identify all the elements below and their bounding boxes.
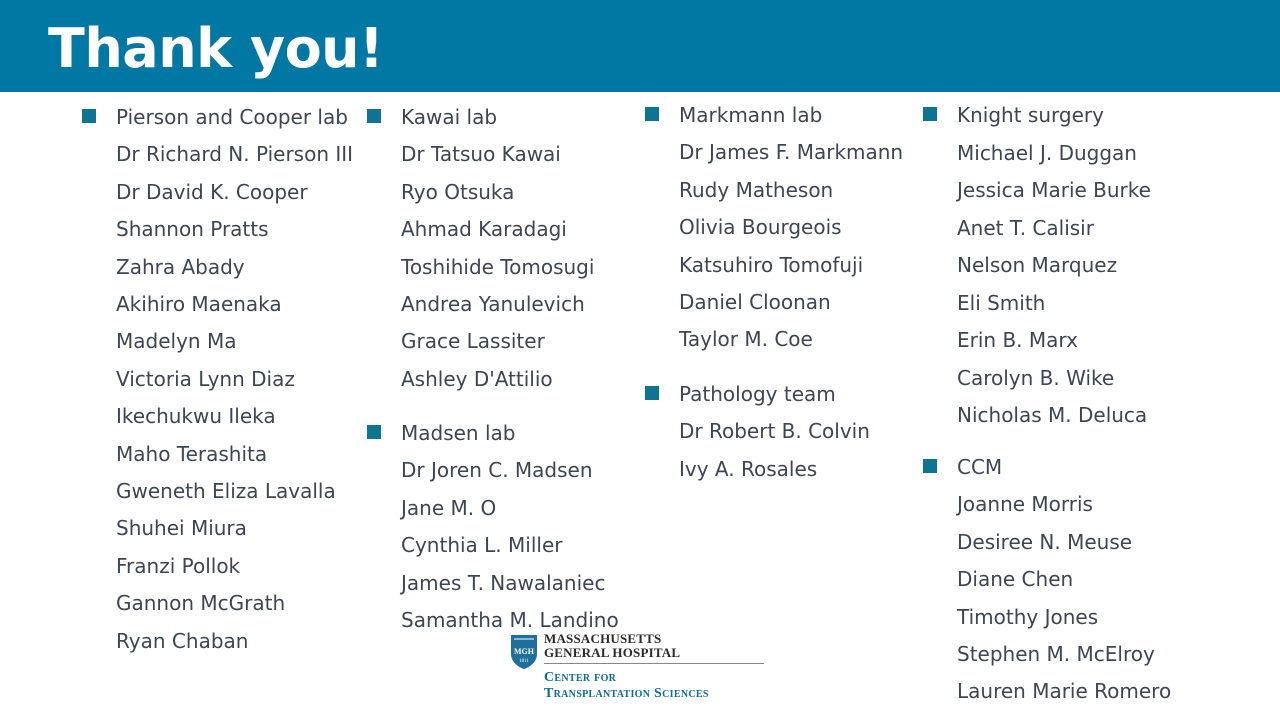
- member-name: Dr Richard N. Pierson III: [116, 142, 354, 167]
- hospital-name-line2: GENERAL HOSPITAL: [544, 645, 681, 660]
- member-name: James T. Nawalaniec: [401, 570, 606, 595]
- hospital-name-line1: MASSACHUSETTS: [544, 631, 662, 646]
- member-name: Ahmad Karadagi: [401, 217, 567, 242]
- member-name: Michael J. Duggan: [957, 140, 1137, 165]
- member-name: Erin B. Marx: [957, 328, 1078, 352]
- member-name: Katsuhiro Tomofuji: [679, 252, 864, 277]
- group-heading: Pierson and Cooper lab: [116, 105, 348, 129]
- member-name: Timothy Jones: [957, 604, 1099, 629]
- group-heading: Knight surgery: [957, 103, 1104, 127]
- member-name: Zahra Abady: [116, 254, 245, 279]
- member-name: Dr Robert B. Colvin: [679, 419, 870, 444]
- member-name: Anet T. Calisir: [957, 215, 1094, 240]
- member-name: Nelson Marquez: [957, 253, 1118, 277]
- group-heading: CCM: [957, 455, 1003, 479]
- shield-year: 1811: [519, 659, 529, 664]
- member-name: Ashley D'Attilio: [401, 366, 553, 391]
- member-name: Diane Chen: [957, 567, 1074, 592]
- member-name: Stephen M. McElroy: [957, 642, 1155, 666]
- center-name: [544, 670, 709, 702]
- group-heading: Markmann lab: [679, 103, 823, 127]
- member-name: Lauren Marie Romero: [957, 679, 1172, 704]
- center-name-line1: Center for: [544, 670, 617, 685]
- square-bullet-icon: [367, 109, 381, 123]
- member-name: Dr Tatsuo Kawai: [401, 142, 561, 167]
- member-name: Cynthia L. Miller: [401, 533, 563, 558]
- shield-text: MGH: [514, 647, 534, 656]
- member-name: Rudy Matheson: [679, 177, 834, 202]
- square-bullet-icon: [923, 107, 937, 121]
- member-name: Ryo Otsuka: [401, 179, 515, 204]
- member-name: Joanne Morris: [957, 492, 1093, 517]
- group-heading: Pathology team: [679, 382, 836, 406]
- member-name: Victoria Lynn Diaz: [116, 366, 295, 391]
- mgh-cts-logo: [510, 632, 765, 708]
- member-name: Andrea Yanulevich: [401, 292, 585, 316]
- member-name: Jane M. O: [401, 495, 497, 520]
- member-name: Akihiro Maenaka: [116, 292, 282, 316]
- square-bullet-icon: [645, 107, 659, 121]
- square-bullet-icon: [645, 386, 659, 400]
- square-bullet-icon: [923, 459, 937, 473]
- logo-divider: [544, 663, 764, 664]
- center-name-line2: Transplantation Sciences: [544, 686, 709, 701]
- member-name: Jessica Marie Burke: [957, 178, 1151, 202]
- member-name: Toshihide Tomosugi: [401, 254, 595, 279]
- slide-title: Thank you!: [48, 17, 384, 80]
- member-name: Grace Lassiter: [401, 329, 545, 354]
- member-name: Nicholas M. Deluca: [957, 403, 1148, 427]
- member-name: Shannon Pratts: [116, 217, 269, 242]
- member-name: Gweneth Eliza Lavalla: [116, 479, 336, 503]
- mgh-shield-icon: [510, 634, 538, 670]
- member-name: Samantha M. Landino: [401, 608, 619, 632]
- title-bar: [0, 0, 1280, 92]
- member-name: Maho Terashita: [116, 441, 268, 466]
- member-name: Dr David K. Cooper: [116, 179, 308, 204]
- member-name: Ivy A. Rosales: [679, 456, 818, 481]
- group-heading: Madsen lab: [401, 421, 516, 445]
- square-bullet-icon: [82, 109, 96, 123]
- member-name: Taylor M. Coe: [679, 327, 813, 352]
- member-name: Desiree N. Meuse: [957, 529, 1133, 554]
- member-name: Franzi Pollok: [116, 553, 241, 578]
- hospital-name: [544, 632, 680, 660]
- member-name: Madelyn Ma: [116, 329, 237, 354]
- member-name: Shuhei Miura: [116, 516, 247, 541]
- member-name: Carolyn B. Wike: [957, 365, 1115, 390]
- member-name: Eli Smith: [957, 290, 1046, 315]
- square-bullet-icon: [367, 425, 381, 439]
- member-name: Gannon McGrath: [116, 591, 286, 616]
- member-name: Ryan Chaban: [116, 628, 249, 653]
- group-heading: Kawai lab: [401, 105, 498, 129]
- member-name: Olivia Bourgeois: [679, 215, 842, 240]
- member-name: Dr Joren C. Madsen: [401, 458, 593, 483]
- member-name: Dr James F. Markmann: [679, 140, 904, 165]
- member-name: Daniel Cloonan: [679, 290, 831, 314]
- member-name: Ikechukwu Ileka: [116, 404, 276, 429]
